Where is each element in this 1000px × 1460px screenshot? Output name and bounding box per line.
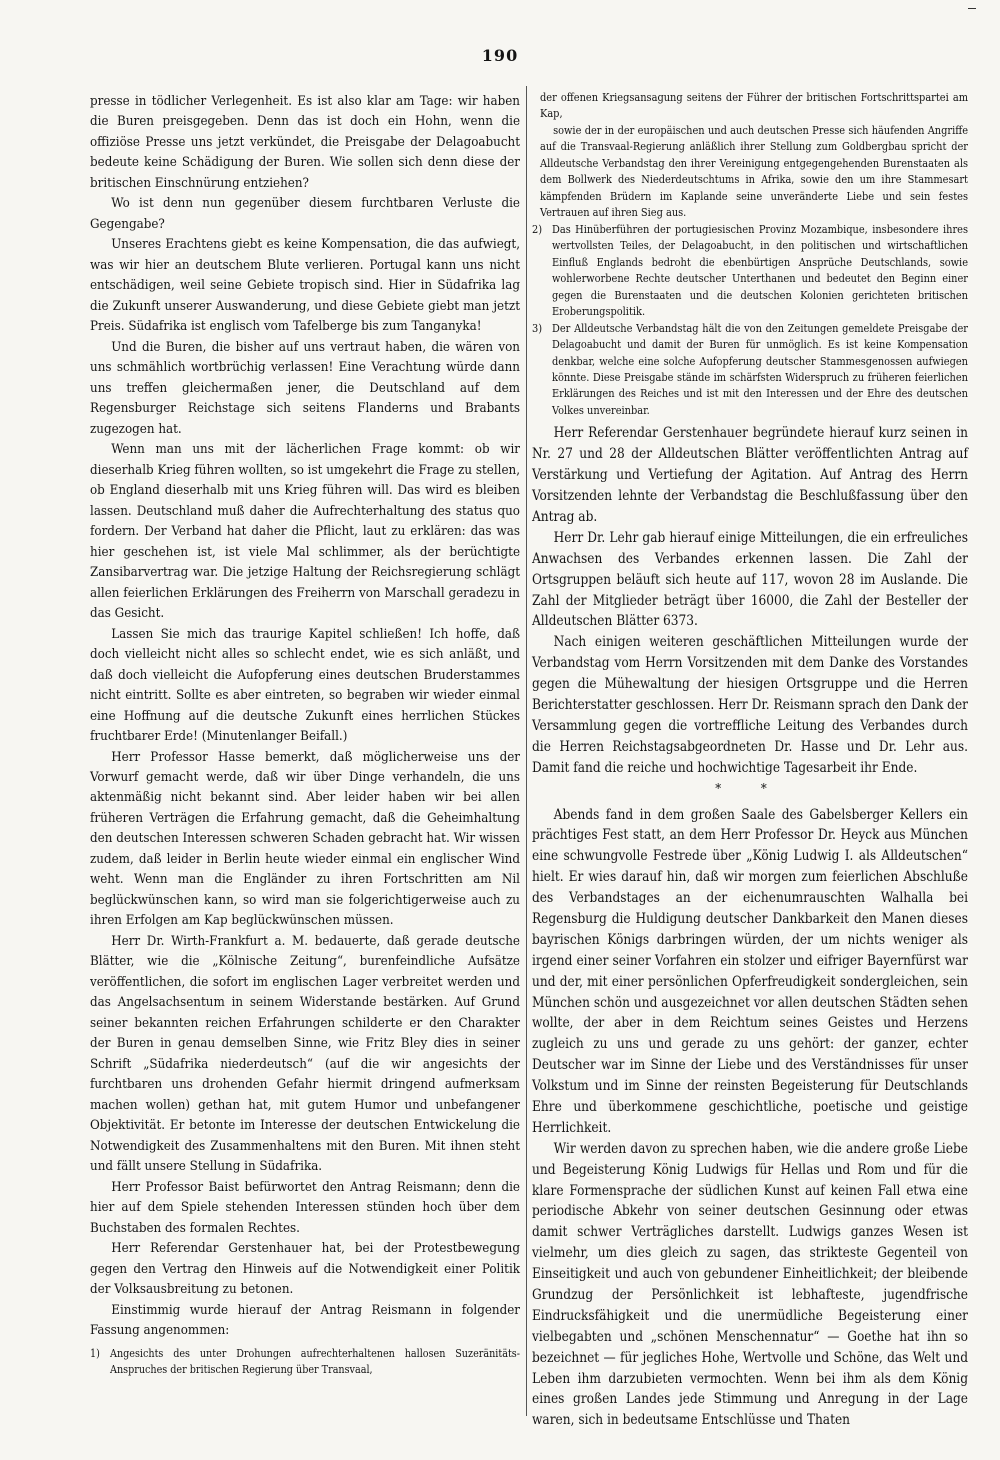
paragraph: Wo ist denn nun gegenüber diesem furchtbaren Verluste die Gegengabe?	[90, 196, 520, 232]
paragraph: Herr Dr. Wirth-Frankfurt a. M. bedauerte, daß gerade deutsche Blätter, wie die „Kölnische Zeitung“, burenfeindliche Aufsätze veröffentlichen, die sofort im englischen Lager verbreitet werden und das Angelsachsentum in seinem Widerstande bestärken. Auf Grund seiner bekannten reichen Erfahrungen schilderte er den Charakter der Buren in genau demselben Sinne, wie Fritz Bley dies in seiner Schrift „Südafrika niederdeutsch“ (auf die wir angesichts der furchtbaren uns drohenden Gefahr hiermit dringend aufmerksam machen wollen) gethan hat, mit gutem Humor und unbefangener Objektivität. Er betonte im Interesse der deutschen Entwickelung die Notwendigkeit des Zusammenhaltens mit den Buren. Mit ihnen steht und fällt unsere Stellung in Südafrika.	[90, 933, 520, 1175]
resolution-number: 3)	[532, 321, 543, 335]
resolution-item-1-continued: der offenen Kriegsansagung seitens der Führer der britischen Fortschrittspartei am Kap,	[540, 91, 968, 121]
paragraph: Herr Professor Hasse bemerkt, daß möglicherweise uns der Vorwurf gemacht werde, daß wir über Dinge verhandeln, die uns aktenmäßig nicht bekannt sind. Aber leider haben wir bei allen früheren Verträgen die Erfahrung gemacht, daß die Geheimhaltung den deutschen Interessen schweren Schaden gebracht hat. Wir wissen zudem, daß leider in Berlin heute wieder einmal ein englischer Wind weht. Wenn man die Engländer zu ihren Fortschritten am Nil beglückwünschen kann, so wird man sie folgerichtigerweise auch zu ihren Erfolgen am Kap beglückwünschen müssen.	[90, 749, 520, 929]
resolution-number: 1)	[90, 1346, 100, 1360]
resolution-text: Das Hinüberführen der portugiesischen Provinz Mozambique, insbesondere ihres wertvollsten Teiles, der Delagoabucht, in den politischen und wirtschaftlichen Einfluß Englands bedroht die ebenbürtigen Ansprüche Deutschlands, sowie wohlerworbene Rechte deutscher Unterthanen und bedeutet den Beginn einer gegen die Burenstaaten und die deutschen Kolonien gerichteten britischen Eroberungspolitik.	[552, 222, 968, 319]
paragraph: Herr Dr. Lehr gab hierauf einige Mitteilungen, die ein erfreuliches Anwachsen des Verbandes erkennen lassen. Die Zahl der Ortsgruppen beläuft sich heute auf 117, wovon 28 im Auslande. Die Zahl der Mitglieder beträgt über 16000, die Zahl der Besteller der Alldeutschen Blätter 6373.	[532, 529, 968, 630]
resolution-text: Der Alldeutsche Verbandstag hält die von den Zeitungen gemeldete Preisgabe der Delagoabucht und damit der Buren für unmöglich. Es ist keine Kompensation denkbar, welche eine solche Aufopferung deutscher Stammesgenossen aufwiegen könnte. Diese Preisgabe stände im schärfsten Widerspruch zu früheren feierlichen Erklärungen des Reiches und ist mit den Interessen und der Ehre des deutschen Volkes unvereinbar.	[552, 321, 968, 417]
paragraph: Abends fand in dem großen Saale des Gabelsberger Kellers ein prächtiges Fest statt, an dem Herr Professor Dr. Heyck aus München eine schwungvolle Festrede über „König Ludwig I. als Alldeutschen“ hielt. Er wies darauf hin, daß wir morgen zum feierlichen Abschluße des Verbandstages an der eichenumrauschten Walhalla bei Regensburg die Huldigung deutscher Dankbarkeit den Manen dieses bayrischen Königs darbringen würden, der um nichts weniger als irgend einer seiner Vorfahren ein stolzer und eifriger Bayernfürst war und der, mit einer persönlichen Opferfreudigkeit sondergleichen, sein München schön und ausgezeichnet vor allen deutschen Städten sehen wollte, der aber in dem Reichtum seines Geistes und Herzens zugleich zu uns und gerade zu uns gehört: der ganzer, echter Deutscher war im Sinne der Liebe und des Verständnisses für unser Volkstum und im Sinne der reinsten Begeisterung für Deutschlands Ehre und überkommene geschichtliche, poetische und geistige Herrlichkeit.	[532, 806, 968, 1136]
paragraph: Einstimmig wurde hierauf der Antrag Reismann in folgender Fassung angenommen:	[90, 1302, 520, 1339]
page-number: 190	[481, 46, 519, 65]
paragraph: Herr Referendar Gerstenhauer hat, bei der Protestbewegung gegen den Vertrag den Hinweis auf die Notwendigkeit einer Politik der Volksausbreitung zu betonen.	[90, 1241, 520, 1298]
paragraph: Nach einigen weiteren geschäftlichen Mitteilungen wurde der Verbandstag vom Herrn Vorsitzenden mit dem Danke des Vorstandes gegen die Mühewaltung der hiesigen Ortsgruppe und die Herren Berichterstatter geschlossen. Herr Dr. Reismann sprach den Dank der Versammlung gegen die vortreffliche Leitung des Verbandes durch die Herren Reichstagsabgeordneten Dr. Hasse und Dr. Lehr aus. Damit fand die reiche und hochwichtige Tagesarbeit ihr Ende.	[532, 634, 968, 776]
resolution-item-2	[532, 222, 968, 321]
left-column	[90, 92, 520, 1378]
resolution-item-3	[532, 321, 968, 420]
paragraph: Unseres Erachtens giebt es keine Kompensation, die das aufwiegt, was wir hier an deutschem Blute verlieren. Portugal kann uns nicht entschädigen, weil seine Gebiete tropisch sind. Hier in Südafrika lag die Zukunft unserer Auswanderung, und diese Gebiete giebt man jetzt Preis. Südafrika ist englisch vom Tafelberge bis zum Tanganyka!	[90, 237, 520, 335]
paragraph: Lassen Sie mich das traurige Kapitel schließen! Ich hoffe, daß doch vielleicht nicht alles so schlecht endet, wie es sich anläßt, und daß doch vielleicht die Aufopferung eines deutschen Bruderstammes nicht eintritt. Sollte es aber eintreten, so begraben wir wieder einmal eine Hoffnung auf die deutsche Zukunft eines herrlichen Stückes fruchtbarer Erde! (Minutenlanger Beifall.)	[90, 626, 520, 745]
paragraph: Und die Buren, die bisher auf uns vertraut haben, die wären von uns schmählich wortbrüchig verlassen! Eine Verachtung würde dann uns treffen gleichermaßen jener, die Deutschland auf dem Regensburger Reichstage sich seitens Flanderns und Brabants zugezogen hat.	[90, 339, 520, 437]
paragraph: presse in tödlicher Verlegenheit. Es ist also klar am Tage: wir haben die Buren preisgegeben. Denn das ist doch ein Hohn, wenn die offiziöse Presse uns jetzt verkündet, die Preisgabe der Delagoabucht bedeute keine Schädigung der Buren. Wie sollen sich denn diese der britischen Einschnürung entziehen?	[90, 94, 520, 191]
paragraph: Herr Referendar Gerstenhauer begründete hierauf kurz seinen in Nr. 27 und 28 der Alldeutschen Blätter veröffentlichten Antrag auf Verstärkung und Vertiefung der Agitation. Auf Antrag des Herrn Vorsitzenden lehnte der Verbandstag die Beschlußfassung über den Antrag ab.	[532, 425, 968, 525]
section-separator: * *	[715, 781, 785, 797]
right-column	[532, 90, 968, 1431]
paragraph: Wir werden davon zu sprechen haben, wie die andere große Liebe und Begeisterung König Ludwigs für Hellas und Rom und für die klare Formensprache der südlichen Kunst auf keinen Fall etwa eine periodische Abkehr von seiner deutschen Gesinnung oder etwas damit schwer Verträgliches darstellt. Ludwigs ganzes Wesen ist vielmehr, um dies gleich zu sagen, das strikteste Gegenteil von Einseitigkeit und auch von gebundener Einheitlichkeit; der bleibende Grundzug der Persönlichkeit ist lebhafteste, jugendfrische Eindrucksfähigkeit und die unermüdliche Begeisterung einer vielbegabten und „schönen Menschennatur“ — Goethe hat ihn so bezeichnet — für jegliches Hohe, Wertvolle und Schöne, das Welt und Leben ihm darzubieten vermochten. Wenn bei ihm als dem König eines großen Landes jede Stimmung und Anregung in der Lage waren, sich in bedeutsame Entschlüsse und Thaten	[532, 1140, 968, 1429]
resolution-number: 2)	[532, 222, 543, 236]
paragraph: Wenn man uns mit der lächerlichen Frage kommt: ob wir dieserhalb Krieg führen wollten, so ist umgekehrt die Frage zu stellen, ob England dieserhalb mit uns Krieg führen will. Das wird es bleiben lassen. Deutschland muß daher die Aufrechterhaltung des status quo fordern. Der Verband hat daher die Pflicht, laut zu erklären: das was hier geschehen ist, ist viele Mal schlimmer, als der berüchtigte Zansibarvertrag war. Die jetzige Haltung der Reichsregierung schlägt allen feierlichen Erklärungen des Freiherrn von Marschall geradezu in das Gesicht.	[90, 442, 520, 622]
column-divider	[526, 86, 527, 1416]
resolution-item-1-continued-2: sowie der in der europäischen und auch deutschen Presse sich häufenden Angriffe auf die Transvaal-Regierung anläßlich ihrer Stellung zum Goldbergbau spricht der Alldeutsche Verbandstag den ihrer Vereinigung entgegengehenden Burenstaaten als dem Bollwerk des Niederdeutschtums in Afrika, sowie den um ihre Stammesart kämpfenden Brüdern im Kaplande seine unveränderte Liebe und sein festes Vertrauen auf ihren Sieg aus.	[540, 123, 968, 220]
page-edge-mark	[968, 8, 976, 9]
resolution-item-1	[90, 1346, 520, 1378]
paragraph: Herr Professor Baist befürwortet den Antrag Reismann; denn die hier auf dem Spiele stehenden Interessen stünden hoch über dem Buchstaben des formalen Rechtes.	[90, 1179, 520, 1236]
resolution-text: Angesichts des unter Drohungen aufrechterhaltenen hallosen Suzeränitäts-Anspruches der britischen Regierung über Transvaal,	[110, 1346, 520, 1376]
